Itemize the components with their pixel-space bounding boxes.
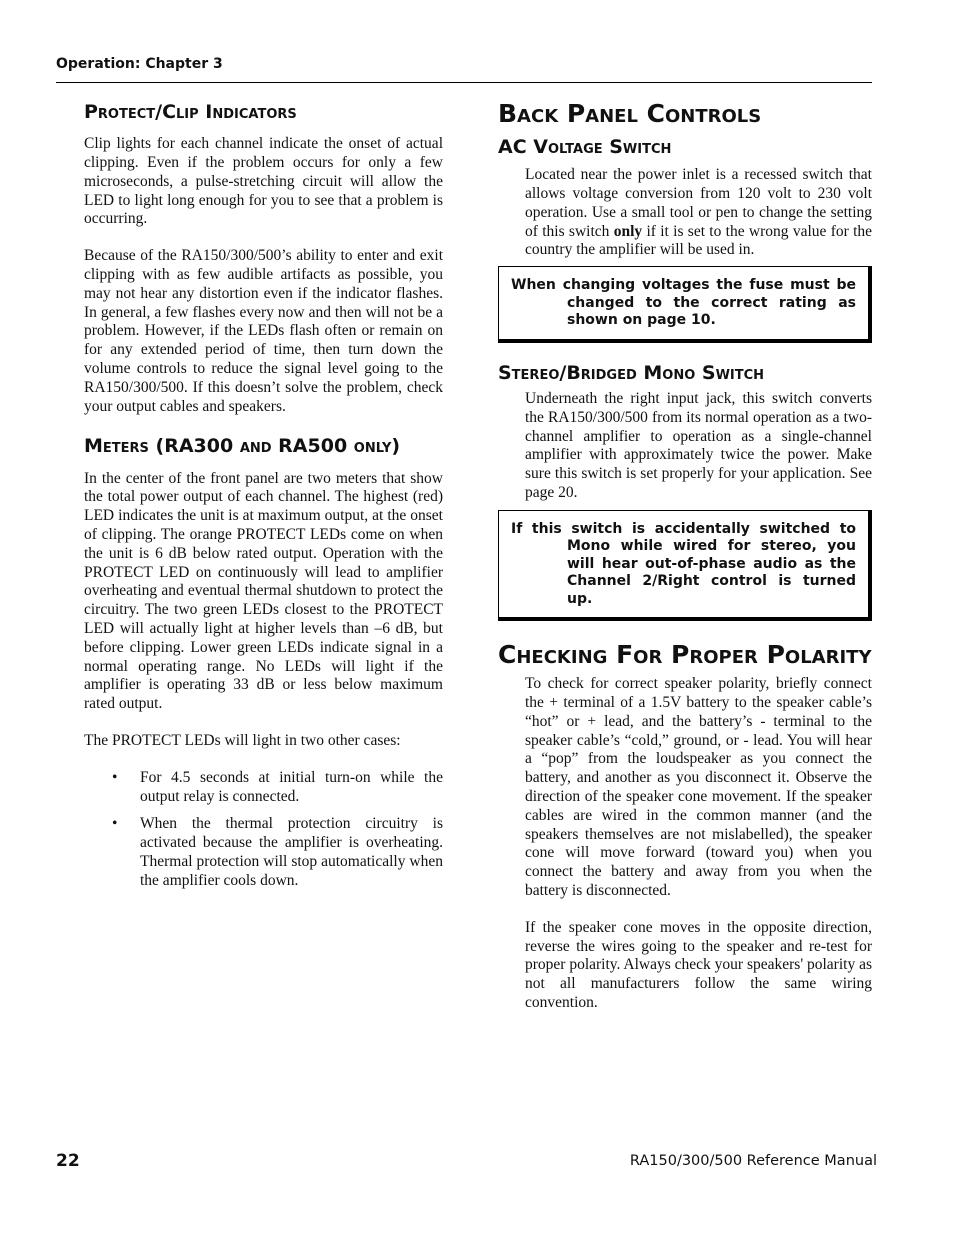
header-rule: [56, 82, 872, 83]
protect-paragraph-2: Because of the RA150/300/500’s ability to enter and exit clipping with as few audible artifacts as possible, you may not hear any distortion even if the indicator flashes. In general, a few flashes every now and then will not be a problem. However, if the LEDs flash often or remain on for any extended period of time, then turn down the volume controls to reduce the signal level going to the RA150/300/500. If this doesn’t solve the problem, check your output cables and speakers.: [84, 247, 443, 415]
protect-clip-heading: Protect/Clip Indicators: [84, 101, 297, 123]
ac-voltage-heading: AC Voltage Switch: [498, 136, 672, 158]
stereo-paragraph: Underneath the right input jack, this switch converts the RA150/300/500 from its normal operation as a two-channel amplifier to operation as a single-channel amplifier with approximately twice the power. Make sure this switch is set properly for your application. See page 20.: [525, 390, 872, 501]
fuse-note-box: When changing voltages the fuse must be changed to the correct rating as shown on page 10.: [498, 266, 872, 343]
ac-voltage-paragraph: [525, 166, 872, 260]
page-number: 22: [56, 1151, 80, 1171]
ac-text-1: Located near the power inlet is a recessed switch that allows voltage conversion from 120 volt to 230 volt operation. Use a small tool or pen to change the setting of this switch: [525, 166, 872, 240]
list-item: • For 4.5 seconds at initial turn-on while the output relay is connected.: [112, 769, 443, 807]
list-item: • When the thermal protection circuitry is activated because the amplifier is overheating. Thermal protection will stop automatically when the amplifier cools down.: [112, 815, 443, 890]
ac-text-2: if it is set to the wrong value for the country the amplifier will be used in.: [525, 222, 873, 259]
protect-cases-list: [112, 769, 443, 891]
meters-paragraph: In the center of the front panel are two meters that show the total power output of each channel. The highest (red) LED indicates the unit is at maximum output, at the onset of clipping. The orange PROTECT LEDs come on when the unit is 6 dB below rated output. Operation with the PROTECT LED on continuously will lead to amplifier overheating and eventual thermal shutdown to protect the circuitry. The two green LEDs closest to the PROTECT LED will actually light at higher levels than –6 dB, but before clipping. Lower green LEDs indicate signal in a normal operating range. No LEDs will light if the amplifier is operating 33 dB or less below maximum rated output.: [84, 469, 443, 713]
right-column: [498, 100, 872, 1013]
running-header: Operation: Chapter 3: [56, 56, 223, 72]
polarity-paragraph-1: To check for correct speaker polarity, briefly connect the + terminal of a 1.5V battery to the speaker cable’s “hot” or + lead, and the battery’s - terminal to the speaker cable’s “cold,” ground, or - lead. You will hear a “pop” from the loudspeaker as you connect the battery, and another as you disconnect it. Observe the direction of the speaker cone movement. If the speaker cables are wired in the common manner (and the speakers themselves are not mislabelled), the speaker cone will move forward (toward you) when you connect the battery and away from you when the battery is disconnected.: [525, 675, 872, 900]
back-panel-heading: Back Panel Controls: [498, 99, 762, 128]
left-column: [84, 100, 443, 891]
protect-cases-intro: The PROTECT LEDs will light in two other cases:: [84, 732, 401, 750]
mono-warning-box: If this switch is accidentally switched to Mono while wired for stereo, you will hear out-of-phase audio as the Channel 2/Right control is turned up.: [498, 510, 872, 622]
polarity-heading: Checking For Proper Polarity: [498, 640, 872, 670]
manual-title: RA150/300/500 Reference Manual: [629, 1153, 877, 1169]
stereo-bridged-heading: Stereo/Bridged Mono Switch: [498, 361, 765, 384]
protect-paragraph-1: Clip lights for each channel indicate the onset of actual clipping. Even if the problem occurs for only a few microseconds, a pulse-stretching circuit will allow the LED to light long enough for you to see that a problem is occurring.: [84, 135, 443, 228]
ac-text-bold: only: [613, 222, 643, 240]
polarity-paragraph-2: If the speaker cone moves in the opposite direction, reverse the wires going to the speaker and re-test for proper polarity. Always check your speakers' polarity as not all manufacturers follow the same wiring convention.: [525, 918, 872, 1012]
meters-heading: Meters (RA300 and RA500 only): [84, 435, 401, 458]
